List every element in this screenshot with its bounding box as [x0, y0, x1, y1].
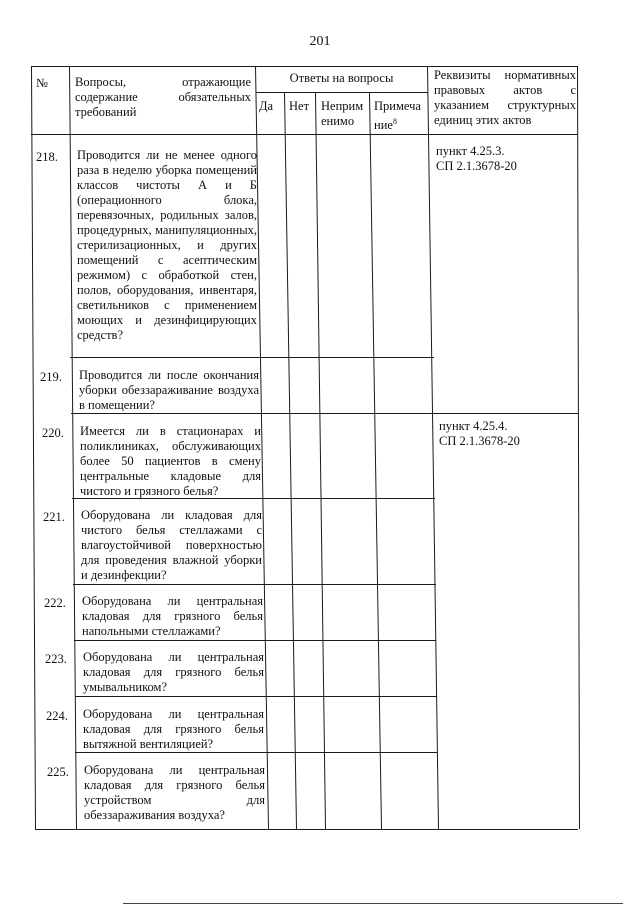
row-question: Оборудована ли центральная кладовая для грязного белья умывальником? — [83, 650, 264, 694]
table-rule-vertical — [69, 66, 77, 829]
header-not-applicable-part2: енимо — [321, 114, 355, 128]
table-rule-horizontal — [74, 640, 436, 641]
table-rule-horizontal — [35, 829, 578, 830]
row-number: 223. — [45, 652, 67, 666]
header-note-part1: Примеча — [374, 99, 421, 113]
header-no: Нет — [289, 99, 310, 113]
page-number: 201 — [309, 34, 331, 49]
row-question: Имеется ли в стационарах и поликлиниках, обслуживающих более 50 пациентов в смену центральные кладовые для чистого и грязного белья? — [80, 424, 261, 498]
table-rule-vertical — [315, 92, 326, 829]
page-bottom-edge — [123, 903, 623, 904]
requisite-clause: пункт 4.25.4. — [439, 419, 508, 433]
header-not-applicable-part1: Неприм — [321, 99, 364, 113]
footnote-marker: 8 — [392, 117, 397, 126]
row-number: 222. — [44, 596, 66, 610]
row-number: 224. — [46, 709, 68, 723]
row-number: 221. — [43, 510, 65, 524]
row-question: Проводится ли не менее одного раза в неделю уборка помещений классов чистоты А и Б (операционного блока, перевязочных, родильных залов, процедурных, манипуляционных, стерилизационных, и других помещений с асептическим режимом) с обработкой стен, полов, оборудования, инвентаря, светильников с применением моющих и дезинфицирующих средств? — [77, 148, 257, 342]
row-number: 225. — [47, 765, 69, 779]
table-rule-vertical — [31, 66, 36, 829]
table-rule-horizontal — [31, 66, 578, 67]
header-questions: Вопросы, отражающие содержание обязательных требований — [75, 75, 251, 119]
header-note — [374, 99, 421, 133]
table-rule-vertical — [284, 92, 297, 829]
requisite-clause: пункт 4.25.3. — [436, 144, 505, 158]
header-requisites: Реквизиты нормативных правовых актов с указанием структурных единиц этих актов — [434, 68, 576, 127]
row-number: 218. — [36, 150, 58, 164]
header-not-applicable — [321, 99, 363, 129]
table-rule-vertical — [577, 66, 580, 829]
table-rule-horizontal — [75, 752, 437, 753]
table-rule-horizontal — [75, 696, 437, 697]
row-question: Оборудована ли центральная кладовая для грязного белья устройством для обеззараживания воздуха? — [84, 763, 265, 822]
table-rule-horizontal — [73, 584, 436, 585]
requisite-document: СП 2.1.3678-20 — [436, 159, 517, 173]
requisite-entry — [439, 419, 520, 449]
header-yes: Да — [259, 99, 274, 113]
table-rule-horizontal — [70, 357, 434, 358]
table-rule-horizontal — [71, 413, 578, 414]
requisite-document: СП 2.1.3678-20 — [439, 434, 520, 448]
row-question: Проводится ли после окончания уборки обеззараживание воздуха в помещении? — [79, 368, 259, 412]
header-number: № — [36, 76, 48, 90]
row-number: 219. — [40, 370, 62, 384]
row-number: 220. — [42, 426, 64, 440]
requisite-entry — [436, 144, 517, 174]
header-note-part2-text: ние — [374, 118, 393, 133]
header-note-part2 — [374, 114, 421, 133]
table-rule-horizontal — [256, 92, 428, 93]
row-question: Оборудована ли кладовая для чистого белья стеллажами с влагоустойчивой поверхностью для проведения влажной уборки и дезинфекции? — [81, 508, 262, 582]
table-rule-vertical — [427, 66, 439, 829]
table-rule-horizontal — [31, 134, 578, 135]
row-question: Оборудована ли центральная кладовая для грязного белья вытяжной вентиляцией? — [83, 707, 264, 751]
row-question: Оборудована ли центральная кладовая для грязного белья напольными стеллажами? — [82, 594, 263, 638]
table-rule-vertical — [369, 92, 382, 829]
header-answers: Ответы на вопросы — [289, 71, 394, 85]
